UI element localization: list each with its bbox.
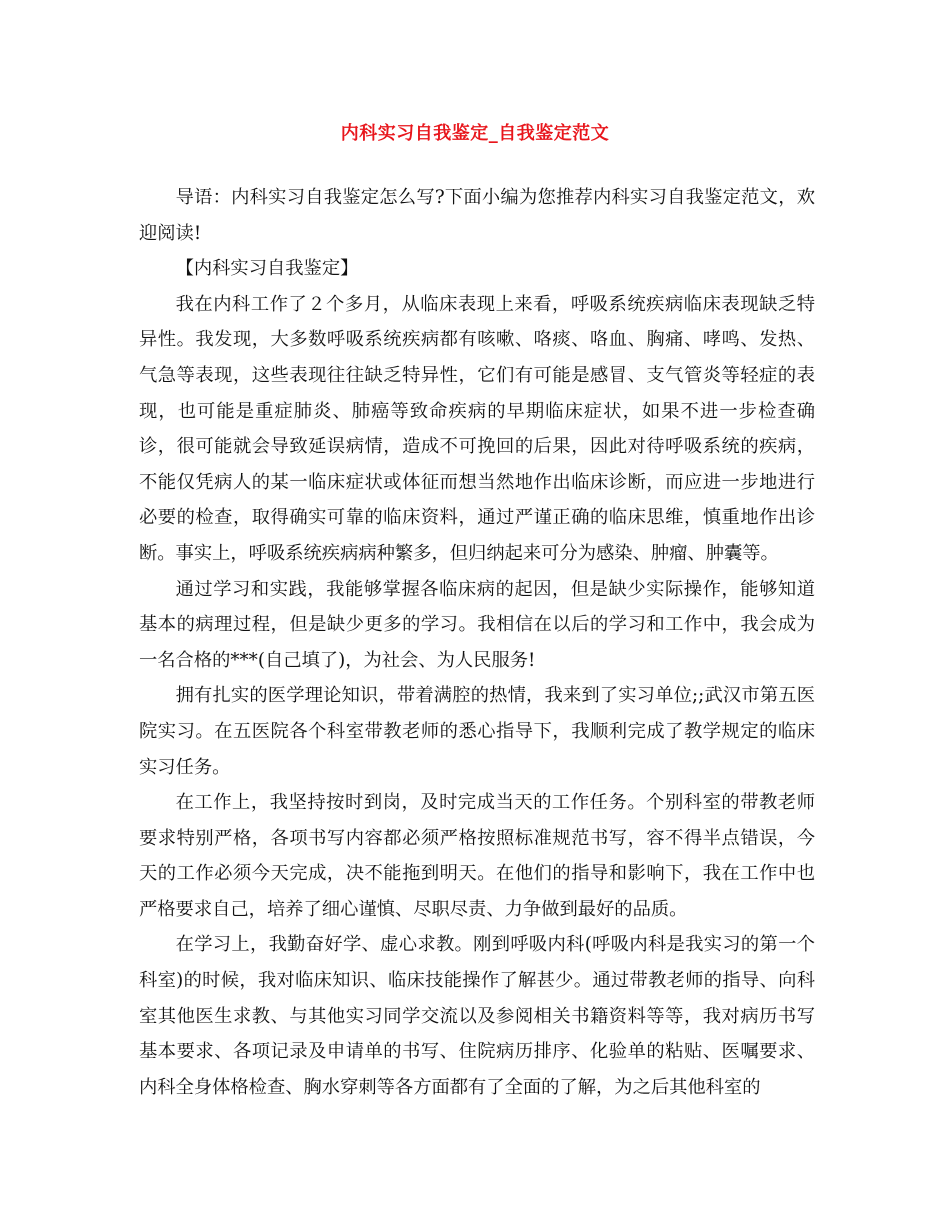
paragraph-respiratory: 我在内科工作了２个多月，从临床表现上来看，呼吸系统疾病临床表现缺乏特异性。我发现，大多数呼吸系统疾病都有咳嗽、咯痰、咯血、胸痛、哮鸣、发热、气急等表现，这些表现往往缺乏特异性，它们有可能是感冒、支气管炎等轻症的表现，也可能是重症肺炎、肺癌等致命疾病的早期临床症状，如果不进一步检查确诊，很可能就会导致延误病情，造成不可挽回的后果，因此对待呼吸系统的疾病，不能仅凭病人的某一临床症状或体征而想当然地作出临床诊断，而应进一步地进行必要的检查，取得确实可靠的临床资料，通过严谨正确的临床思维，慎重地作出诊断。事实上，呼吸系统疾病病种繁多，但归纳起来可分为感染、肿瘤、肿囊等。 <box>139 293 815 564</box>
paragraph-learning: 通过学习和实践，我能够掌握各临床病的起因，但是缺少实际操作，能够知道基本的病理过程，但是缺少更多的学习。我相信在以后的学习和工作中，我会成为一名合格的***(自己填了)，为社会、为人民服务! <box>139 578 815 671</box>
paragraph-study: 在学习上，我勤奋好学、虚心求教。刚到呼吸内科(呼吸内科是我实习的第一个科室)的时候，我对临床知识、临床技能操作了解甚少。通过带教老师的指导、向科室其他医生求教、与其他实习同学交流以及参阅相关书籍资料等等，我对病历书写基本要求、各项记录及申请单的书写、住院病历排序、化验单的粘贴、医嘱要求、内科全身体格检查、胸水穿刺等各方面都有了全面的了解，为之后其他科室的 <box>139 934 815 1098</box>
paragraph-internship: 拥有扎实的医学理论知识，带着满腔的热情，我来到了实习单位;;武汉市第五医院实习。在五医院各个科室带教老师的悉心指导下，我顺利完成了教学规定的临床实习任务。 <box>139 685 815 778</box>
paragraph-section-heading: 【内科实习自我鉴定】 <box>175 258 359 280</box>
document-body <box>139 180 815 1105</box>
paragraph-intro: 导语：内科实习自我鉴定怎么写?下面小编为您推荐内科实习自我鉴定范文，欢迎阅读! <box>139 187 815 244</box>
paragraph-work: 在工作上，我坚持按时到岗，及时完成当天的工作任务。个别科室的带教老师要求特别严格，各项书写内容都必须严格按照标准规范书写，容不得半点错误，今天的工作必须今天完成，决不能拖到明天。在他们的指导和影响下，我在工作中也严格要求自己，培养了细心谨慎、尽职尽责、力争做到最好的品质。 <box>139 792 815 920</box>
document-title: 内科实习自我鉴定_自我鉴定范文 <box>340 123 610 144</box>
